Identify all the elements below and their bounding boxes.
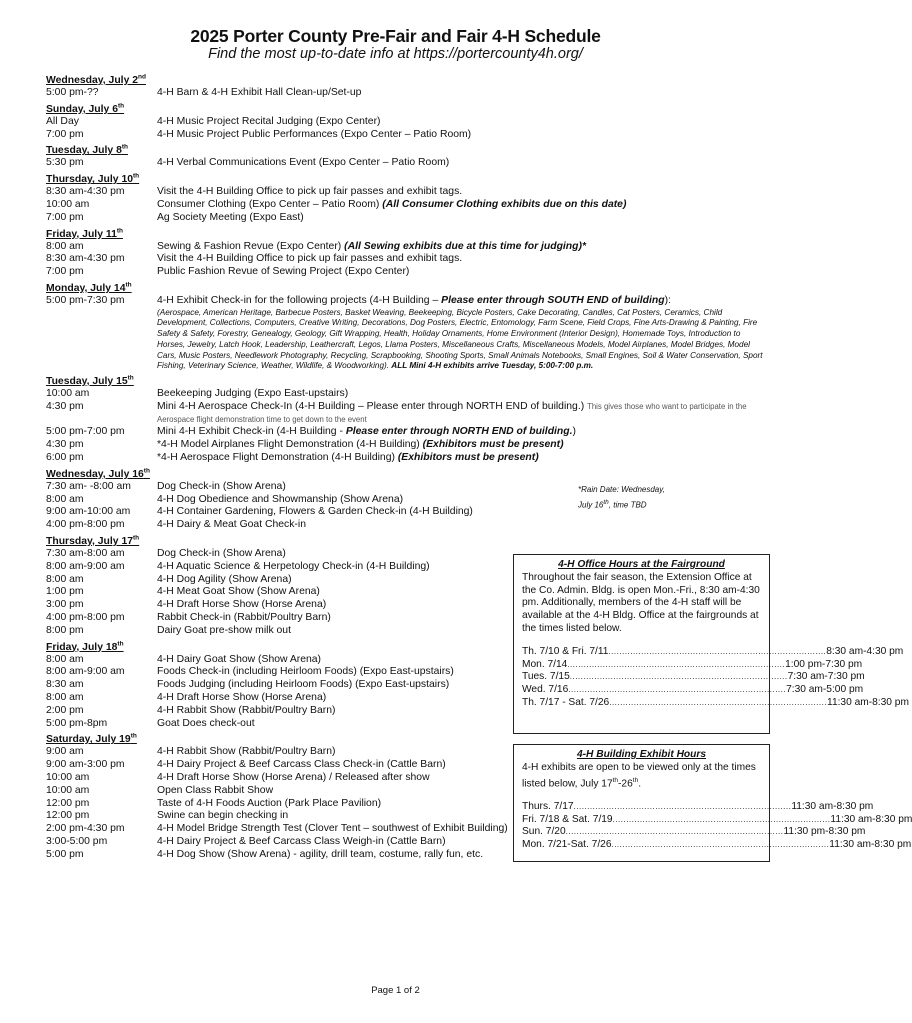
event-row xyxy=(46,439,766,452)
hours-label: Th. 7/17 - Sat. 7/26 xyxy=(522,696,610,708)
event-time: 7:00 pm xyxy=(46,128,84,140)
event-description: 4-H Music Project Public Performances (Expo Center – Patio Room) xyxy=(157,128,472,140)
event-time: 6:00 pm xyxy=(46,451,84,463)
page-number: Page 1 of 2 xyxy=(371,985,420,996)
hours-value: 1:00 pm-7:30 pm xyxy=(785,658,863,670)
event-description: 4-H Verbal Communications Event (Expo Center – Patio Room) xyxy=(157,157,450,169)
event-description: *4-H Model Airplanes Flight Demonstration (4-H Building) (Exhibitors must be present) xyxy=(157,439,564,451)
event-description: 4-H Exhibit Check-in for the following projects (4-H Building – Please enter through SOUTH END of building): (Aerospace, American Heritage, Barbecue Posters, Basket Weaving, Beekeeping, Bicycle Posters, Cake Decorating, Candles, Cat Posters, Ceramics, Child Development, Collections, Computers, Creative Writing, Decorations, Dog Posters, Electric, Entomology, Farm Scene, Field Crops, Fine Arts-Drawing & Painting, Fire Safety & Safety, Forestry, Genealogy, Geology, Gift Wrapping, Health, Holiday Ornaments, Home Environment (Interior Design), Homemade Toys, Introduction to Horses, Jewelry, Latch Hook, Leadership, Leathercraft, Legos, Llama Posters, Miscellaneous Crafts, Miscellaneous Models, Model Airplanes, Model Bridges, Model Cars, Music Posters, Needlework Photography, Recycling, Scrapbooking, Shooting Sports, Small Animals Notebooks, Small Engines, Soil & Water Conservation, Sport Fishing, Veterinary Science, Weather, Wildlife, & Woodworking). ALL Mini 4-H exhibits arrive Tuesday, 5:00-7:00 p.m. xyxy=(157,295,766,372)
event-description: Public Fashion Revue of Sewing Project (Expo Center) xyxy=(157,266,410,278)
hours-label: Tues. 7/15 xyxy=(522,671,570,683)
day-heading: Wednesday, July 16th xyxy=(46,467,150,480)
event-description: 4-H Dog Agility (Show Arena) xyxy=(157,573,292,585)
event-description: 4-H Rabbit Show (Rabbit/Poultry Barn) xyxy=(157,746,336,758)
event-description: 4-H Draft Horse Show (Horse Arena) / Released after show xyxy=(157,771,430,783)
day-section xyxy=(46,173,766,224)
event-time: 8:00 am xyxy=(46,653,84,665)
event-time: 8:30 am-4:30 pm xyxy=(46,253,125,265)
leader-dots: ................................................................................ xyxy=(608,646,827,656)
event-description: Visit the 4-H Building Office to pick up fair passes and exhibit tags. xyxy=(157,253,463,265)
hours-value: 11:30 am-8:30 pm xyxy=(830,813,912,825)
leader-dots: ................................................................................ xyxy=(567,659,786,669)
event-row xyxy=(46,87,766,100)
day-section xyxy=(46,282,766,372)
event-description: Foods Judging (including Heirloom Foods) (Expo East-upstairs) xyxy=(157,679,450,691)
leader-dots: ................................................................................ xyxy=(569,672,788,682)
event-row xyxy=(46,426,766,439)
rain-date-note xyxy=(578,484,665,512)
hours-row xyxy=(522,684,864,697)
hours-row xyxy=(522,800,874,814)
hours-row xyxy=(522,696,909,710)
office-hours-box xyxy=(513,554,909,734)
exhibit-hours-list xyxy=(522,800,912,852)
event-emphasis: (All Consumer Clothing exhibits due on this date) xyxy=(382,198,627,210)
event-time: 4:00 pm-8:00 pm xyxy=(46,519,125,531)
hours-value: 11:30 am-8:30 pm xyxy=(829,839,912,851)
event-description: 4-H Music Project Recital Judging (Expo Center) xyxy=(157,115,381,127)
event-description: 4-H Barn & 4-H Exhibit Hall Clean-up/Set-up xyxy=(157,87,362,98)
event-time: 8:00 am xyxy=(46,573,84,585)
event-row xyxy=(46,116,766,129)
event-row xyxy=(46,253,766,266)
event-time: 8:00 am xyxy=(46,493,84,505)
event-time: 8:00 pm xyxy=(46,624,84,636)
day-heading: Friday, July 18th xyxy=(46,640,124,653)
event-time: 8:30 am-4:30 pm xyxy=(46,186,125,198)
event-description: Beekeeping Judging (Expo East-upstairs) xyxy=(157,387,349,399)
event-emphasis: (Exhibitors must be present) xyxy=(422,439,564,451)
day-section xyxy=(46,228,766,279)
event-time: 7:00 pm xyxy=(46,266,84,278)
office-hours-title: 4-H Office Hours at the Fairground xyxy=(558,559,725,570)
hours-label: Thurs. 7/17 xyxy=(522,800,574,812)
hours-value: 11:30 am-8:30 pm xyxy=(791,800,874,812)
event-description: Mini 4-H Aerospace Check-In (4-H Building – Please enter through NORTH END of building.) This gives those who want to participate in the Aerospace flight demonstration time to get down to the event xyxy=(157,400,747,424)
event-row xyxy=(46,452,766,465)
hours-row xyxy=(522,645,904,659)
day-section xyxy=(46,375,766,465)
event-description: Goat Does check-out xyxy=(157,717,255,729)
day-heading: Thursday, July 17th xyxy=(46,534,140,547)
event-time: 8:00 am xyxy=(46,240,84,252)
rain-date-line2: July 16th, time TBD xyxy=(578,498,647,510)
event-time: All Day xyxy=(46,115,79,127)
event-description: 4-H Meat Goat Show (Show Arena) xyxy=(157,586,320,598)
event-time: 5:00 pm-7:00 pm xyxy=(46,426,125,438)
event-time: 7:30 am-8:00 am xyxy=(46,547,125,559)
event-time: 5:00 pm xyxy=(46,848,84,860)
event-description: Foods Check-in (including Heirloom Foods) (Expo East-upstairs) xyxy=(157,666,454,678)
event-description: 4-H Draft Horse Show (Horse Arena) xyxy=(157,599,327,611)
event-description: Mini 4-H Exhibit Check-in (4-H Building - Please enter through NORTH END of building.) xyxy=(157,426,576,438)
exhibit-hours-box xyxy=(513,744,912,862)
event-time: 2:00 pm xyxy=(46,704,84,716)
mini-4h-note: ALL Mini 4-H exhibits arrive Tuesday, 5:00-7:00 p.m. xyxy=(391,361,594,371)
event-description: 4-H Dairy Project & Beef Carcass Class Check-in (Cattle Barn) xyxy=(157,759,446,771)
day-heading: Wednesday, July 2nd xyxy=(46,73,146,86)
event-row xyxy=(46,212,766,225)
event-row xyxy=(46,388,766,401)
event-time: 7:30 am- -8:00 am xyxy=(46,480,131,492)
event-time: 9:00 am xyxy=(46,746,84,758)
hours-label: Mon. 7/14 xyxy=(522,658,568,670)
hours-label: Fri. 7/18 & Sat. 7/19 xyxy=(522,813,613,825)
hours-value: 8:30 am-4:30 pm xyxy=(826,645,904,657)
event-description: Rabbit Check-in (Rabbit/Poultry Barn) xyxy=(157,611,331,623)
hours-value: 11:30 am-8:30 pm xyxy=(827,696,909,708)
day-heading: Monday, July 14th xyxy=(46,281,132,294)
event-row xyxy=(46,401,766,427)
event-time: 9:00 am-10:00 am xyxy=(46,506,131,518)
event-row xyxy=(46,199,766,212)
event-row xyxy=(46,157,766,170)
office-hours-body: Throughout the fair season, the Extension Office at the Co. Admin. Bldg. is open Mon.-Fri., 8:30 am-4:30 pm. Additionally, members of the 4-H staff will be available at the 4-H Bldg. Office at the fairgrounds at the times listed below. xyxy=(522,571,760,634)
page-subtitle: Find the most up-to-date info at https://portercounty4h.org/ xyxy=(208,46,583,62)
event-description: 4-H Dog Obedience and Showmanship (Show Arena) xyxy=(157,493,404,505)
event-description: 4-H Container Gardening, Flowers & Garden Check-in (4-H Building) xyxy=(157,506,473,518)
event-time: 8:30 am xyxy=(46,679,84,691)
day-heading: Saturday, July 19th xyxy=(46,732,137,746)
hours-value: 7:30 am-5:00 pm xyxy=(786,684,864,696)
event-row xyxy=(46,241,766,254)
project-list: (Aerospace, American Heritage, Barbecue Posters, Basket Weaving, Beekeeping, Bicycle Posters, Cake Decorating, Candles, Cat Posters, Ceramics, Child Development, Collections, Computers, Creative Writing, Decorations, Dog Posters, Electric, Entomology, Farm Scene, Field Crops, Fine Arts-Drawing & Painting, Fire Safety & Safety, Forestry, Genealogy, Geology, Gift Wrapping, Health, Holiday Ornaments, Home Environment (Interior Design), Homemade Toys, Introduction to Horses, Jewelry, Latch Hook, Leadership, Leathercraft, Legos, Llama Posters, Miscellaneous Crafts, Miscellaneous Models, Model Airplanes, Model Bridges, Model Cars, Music Posters, Needlework Photography, Recycling, Scrapbooking, Shooting Sports, Small Animals Notebooks, Small Engines, Soil & Water Conservation, Sport Fishing, Veterinary Science, Weather, Wildlife, & Woodworking). ALL Mini 4-H exhibits arrive Tuesday, 5:00-7:00 p.m. xyxy=(157,307,763,371)
event-note: This gives those who want to participate in the Aerospace flight demonstration time to get down to the event xyxy=(157,401,747,424)
event-time: 3:00 pm xyxy=(46,599,84,611)
day-section xyxy=(46,74,766,100)
day-heading: Tuesday, July 8th xyxy=(46,143,128,157)
exhibit-hours-body: 4-H exhibits are open to be viewed only at the times listed below, July 17th-26th. xyxy=(522,761,756,789)
office-hours-list xyxy=(522,645,909,710)
leader-dots: ................................................................................ xyxy=(609,697,828,707)
event-time: 10:00 am xyxy=(46,771,90,783)
event-time: 12:00 pm xyxy=(46,810,90,822)
hours-label: Wed. 7/16 xyxy=(522,684,569,696)
event-description: Swine can begin checking in xyxy=(157,810,289,822)
event-description: 4-H Dairy Project & Beef Carcass Class Weigh-in (Cattle Barn) xyxy=(157,835,446,847)
event-time: 5:30 pm xyxy=(46,157,84,169)
event-emphasis: Please enter through SOUTH END of building xyxy=(441,294,665,306)
event-row xyxy=(46,266,766,279)
event-time: 7:00 pm xyxy=(46,211,84,223)
hours-value: 7:30 am-7:30 pm xyxy=(787,671,865,683)
event-time: 4:00 pm-8:00 pm xyxy=(46,611,125,623)
event-time: 10:00 am xyxy=(46,198,90,210)
hours-label: Mon. 7/21-Sat. 7/26 xyxy=(522,839,612,851)
event-description: Dog Check-in (Show Arena) xyxy=(157,547,286,559)
event-time: 10:00 am xyxy=(46,387,90,399)
hours-label: Th. 7/10 & Fri. 7/11 xyxy=(522,645,609,657)
event-row xyxy=(46,129,766,142)
hours-row xyxy=(522,826,866,839)
hours-row xyxy=(522,813,912,827)
event-time: 4:30 pm xyxy=(46,439,84,451)
event-description: 4-H Model Bridge Strength Test (Clover Tent – southwest of Exhibit Building) xyxy=(157,823,508,835)
event-description: Sewing & Fashion Revue (Expo Center) (All Sewing exhibits due at this time for judging)* xyxy=(157,240,587,252)
hours-value: 11:30 pm-8:30 pm xyxy=(783,826,866,838)
day-heading: Thursday, July 10th xyxy=(46,172,140,186)
hours-row xyxy=(522,658,863,672)
event-row xyxy=(46,519,766,532)
event-description: Consumer Clothing (Expo Center – Patio Room) (All Consumer Clothing exhibits due on this date) xyxy=(157,198,627,210)
leader-dots: ................................................................................ xyxy=(568,685,787,695)
event-description: 4-H Aquatic Science & Herpetology Check-in (4-H Building) xyxy=(157,560,430,572)
day-section xyxy=(46,103,766,142)
event-description: *4-H Aerospace Flight Demonstration (4-H Building) (Exhibitors must be present) xyxy=(157,451,539,463)
leader-dots: ................................................................................ xyxy=(573,801,792,811)
event-description: Dairy Goat pre-show milk out xyxy=(157,624,291,636)
event-time: 5:00 pm-?? xyxy=(46,87,99,98)
event-description: 4-H Dog Show (Show Arena) - agility, drill team, costume, rally fun, etc. xyxy=(157,848,484,860)
leader-dots: ................................................................................ xyxy=(611,840,830,850)
day-section xyxy=(46,144,766,170)
event-time: 9:00 am-3:00 pm xyxy=(46,759,125,771)
event-time: 5:00 pm-8pm xyxy=(46,717,108,729)
event-description: Open Class Rabbit Show xyxy=(157,784,274,796)
event-row xyxy=(46,295,766,372)
hours-row xyxy=(522,671,865,684)
event-description: 4-H Draft Horse Show (Horse Arena) xyxy=(157,691,327,703)
event-time: 12:00 pm xyxy=(46,797,90,809)
event-description: Taste of 4-H Foods Auction (Park Place Pavilion) xyxy=(157,797,382,809)
event-description: Dog Check-in (Show Arena) xyxy=(157,480,286,492)
rain-date-line1: *Rain Date: Wednesday, xyxy=(578,485,665,494)
page-title: 2025 Porter County Pre-Fair and Fair 4-H Schedule xyxy=(190,26,601,46)
day-heading: Friday, July 11th xyxy=(46,227,123,240)
event-emphasis: (Exhibitors must be present) xyxy=(397,451,539,463)
event-description: Ag Society Meeting (Expo East) xyxy=(157,211,304,223)
day-heading: Sunday, July 6th xyxy=(46,102,125,115)
day-heading: Tuesday, July 15th xyxy=(46,374,134,387)
exhibit-hours-title: 4-H Building Exhibit Hours xyxy=(576,749,707,760)
event-emphasis: Please enter through NORTH END of building. xyxy=(345,426,573,438)
hours-label: Sun. 7/20 xyxy=(522,826,566,838)
event-time: 5:00 pm-7:30 pm xyxy=(46,294,125,306)
event-description: 4-H Dairy Goat Show (Show Arena) xyxy=(157,653,322,665)
event-time: 1:00 pm xyxy=(46,586,84,598)
event-time: 2:00 pm-4:30 pm xyxy=(46,823,125,835)
event-emphasis: (All Sewing exhibits due at this time for judging)* xyxy=(344,240,587,252)
event-time: 3:00-5:00 pm xyxy=(46,835,108,847)
event-description: 4-H Dairy & Meat Goat Check-in xyxy=(157,519,306,531)
event-time: 8:00 am-9:00 am xyxy=(46,666,125,678)
event-time: 8:00 am xyxy=(46,691,84,703)
leader-dots: ................................................................................ xyxy=(565,827,784,837)
hours-row xyxy=(522,839,912,852)
event-time: 10:00 am xyxy=(46,784,90,796)
event-description: Visit the 4-H Building Office to pick up fair passes and exhibit tags. xyxy=(157,186,463,198)
event-description: 4-H Rabbit Show (Rabbit/Poultry Barn) xyxy=(157,704,336,716)
event-time: 4:30 pm xyxy=(46,400,84,412)
event-time: 8:00 am-9:00 am xyxy=(46,560,125,572)
event-row xyxy=(46,186,766,199)
leader-dots: ................................................................................ xyxy=(612,814,831,824)
